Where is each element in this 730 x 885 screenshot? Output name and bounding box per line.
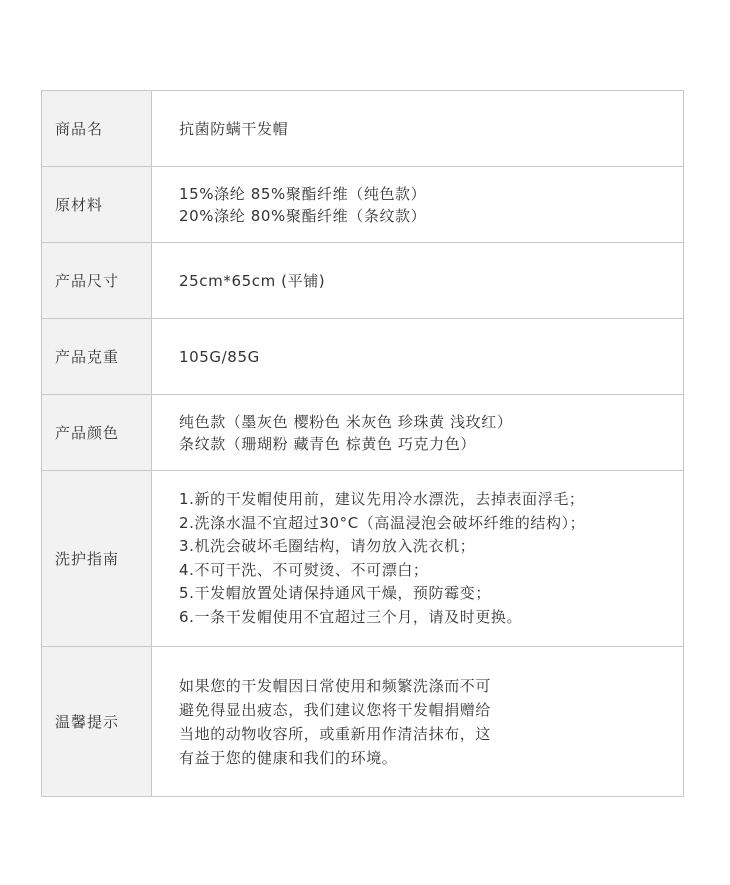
- value-line: 25cm*65cm (平铺): [179, 271, 326, 290]
- value-line: 3.机洗会破坏毛圈结构，请勿放入洗衣机；: [179, 537, 476, 555]
- row-label: 原材料: [42, 167, 152, 243]
- value-line: 条纹款（珊瑚粉 藏青色 棕黄色 巧克力色）: [179, 434, 476, 453]
- value-line: 5.干发帽放置处请保持通风干燥，预防霉变；: [179, 584, 491, 602]
- value-line: 2.洗涤水温不宜超过30°C（高温浸泡会破坏纤维的结构）；: [179, 513, 586, 532]
- row-label: 洗护指南: [42, 471, 152, 647]
- value-line: 15%涤纶 85%聚酯纤维（纯色款）: [179, 184, 427, 203]
- row-label: 产品颜色: [42, 395, 152, 471]
- value-line: 4.不可干洗、不可熨烫、不可漂白；: [179, 560, 429, 579]
- value-line: 如果您的干发帽因日常使用和频繁洗涤而不可: [179, 676, 492, 695]
- spec-row-care-guide: [42, 471, 684, 647]
- row-label: 温馨提示: [42, 647, 152, 797]
- value-line: 6.一条干发帽使用不宜超过三个月，请及时更换。: [179, 607, 523, 626]
- row-label: 商品名: [42, 91, 152, 167]
- value-line: 当地的动物收容所，或重新用作清洁抹布，这: [179, 724, 492, 743]
- spec-row-size: [42, 243, 684, 319]
- row-value: [152, 243, 684, 319]
- value-line: 纯色款（墨灰色 樱粉色 米灰色 珍珠黄 浅玫红）: [179, 412, 513, 431]
- row-value: [152, 167, 684, 243]
- row-value: [152, 91, 684, 167]
- row-label: 产品尺寸: [42, 243, 152, 319]
- row-value: [152, 647, 684, 797]
- product-spec-table: [41, 90, 684, 797]
- spec-row-weight: [42, 319, 684, 395]
- row-label: 产品克重: [42, 319, 152, 395]
- spec-row-material: [42, 167, 684, 243]
- value-line: 抗菌防螨干发帽: [179, 119, 289, 138]
- value-line: 避免得显出疲态，我们建议您将干发帽捐赠给: [179, 700, 492, 719]
- value-line: 1.新的干发帽使用前，建议先用冷水漂洗，去掉表面浮毛；: [179, 490, 585, 508]
- spec-row-colors: [42, 395, 684, 471]
- value-line: 有益于您的健康和我们的环境。: [179, 748, 398, 767]
- spec-row-tips: [42, 647, 684, 797]
- spec-row-product-name: [42, 91, 684, 167]
- row-value: [152, 319, 684, 395]
- row-value: [152, 471, 684, 647]
- row-value: [152, 395, 684, 471]
- value-line: 20%涤纶 80%聚酯纤维（条纹款）: [179, 206, 427, 225]
- value-line: 105G/85G: [179, 347, 260, 366]
